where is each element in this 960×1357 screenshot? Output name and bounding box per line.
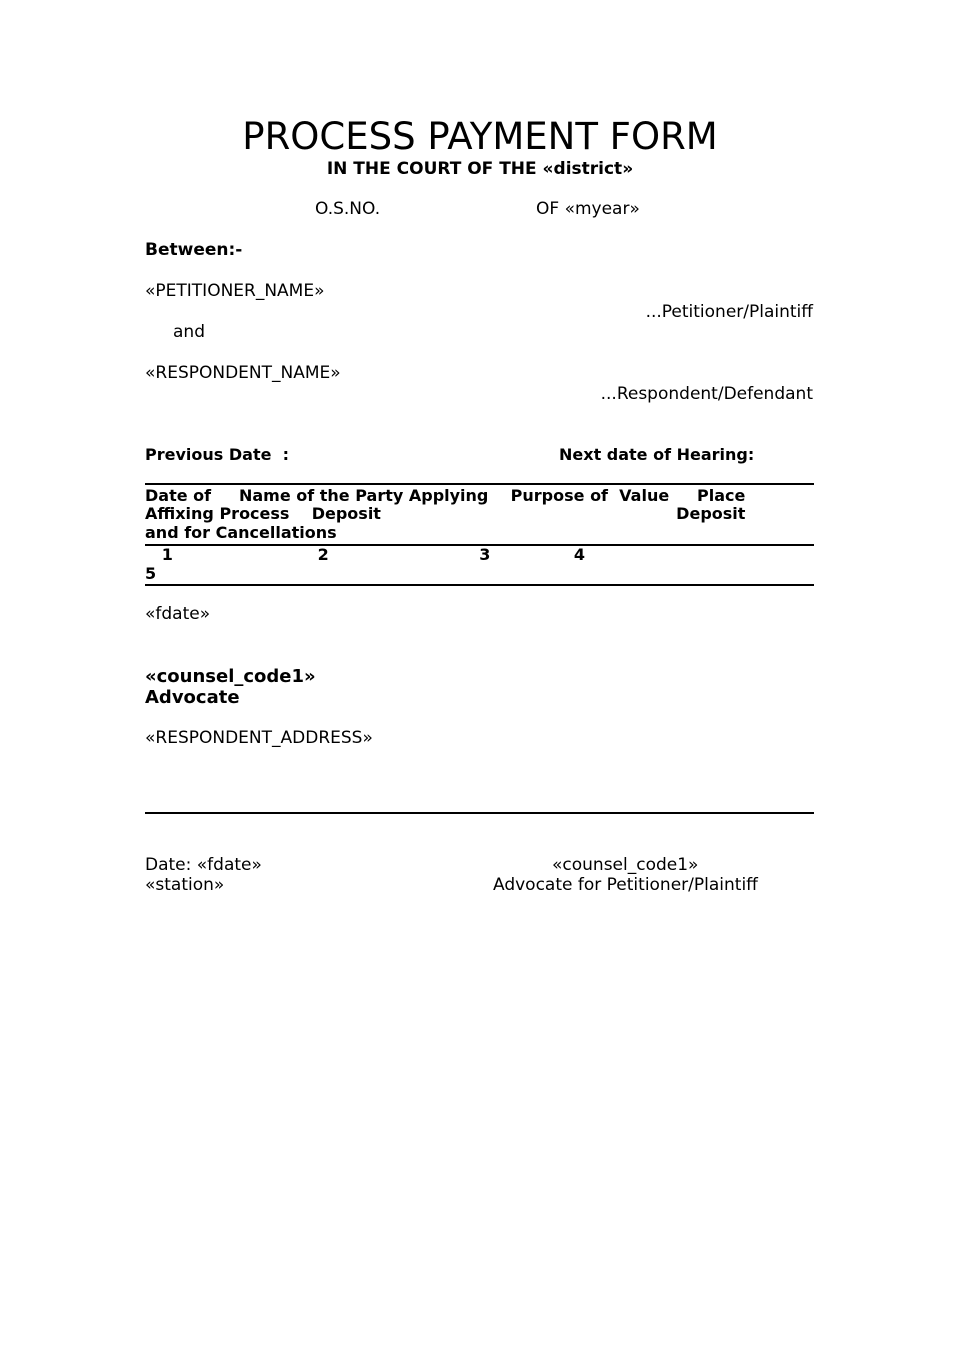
- petitioner-role: ...Petitioner/Plaintiff: [645, 302, 813, 322]
- previous-date-label: Previous Date :: [145, 445, 289, 464]
- advocate-label: Advocate: [145, 687, 240, 708]
- respondent-role: ...Respondent/Defendant: [600, 384, 813, 404]
- fdate-field: «fdate»: [145, 604, 211, 624]
- respondent-name: «RESPONDENT_NAME»: [145, 363, 341, 383]
- table-top-rule: [145, 483, 814, 485]
- table-bottom-rule: [145, 584, 814, 586]
- column-number-line: 1 2 3 4: [145, 545, 586, 564]
- footer-counsel-code: «counsel_code1»: [552, 855, 699, 875]
- os-number-label: O.S.NO.: [315, 199, 381, 219]
- table-header-line: Date of Name of the Party Applying Purpose of Value Place: [145, 486, 746, 505]
- next-hearing-label: Next date of Hearing:: [559, 445, 755, 464]
- petitioner-name: «PETITIONER_NAME»: [145, 281, 325, 301]
- and-label: and: [173, 322, 205, 342]
- between-label: Between:-: [145, 240, 243, 260]
- column-number-line: 5: [145, 564, 157, 583]
- counsel-code: «counsel_code1»: [145, 666, 316, 687]
- footer-date: Date: «fdate»: [145, 855, 262, 875]
- court-name: IN THE COURT OF THE «district»: [326, 159, 634, 179]
- table-header-line: and for Cancellations: [145, 523, 337, 542]
- of-year-label: OF «myear»: [536, 199, 640, 219]
- table-header-line: Affixing Process Deposit Deposit: [145, 504, 746, 523]
- signature-rule: [145, 812, 814, 814]
- footer-advocate-for: Advocate for Petitioner/Plaintiff: [493, 875, 758, 895]
- footer-station: «station»: [145, 875, 225, 895]
- form-title: PROCESS PAYMENT FORM: [242, 115, 718, 158]
- respondent-address: «RESPONDENT_ADDRESS»: [145, 728, 373, 748]
